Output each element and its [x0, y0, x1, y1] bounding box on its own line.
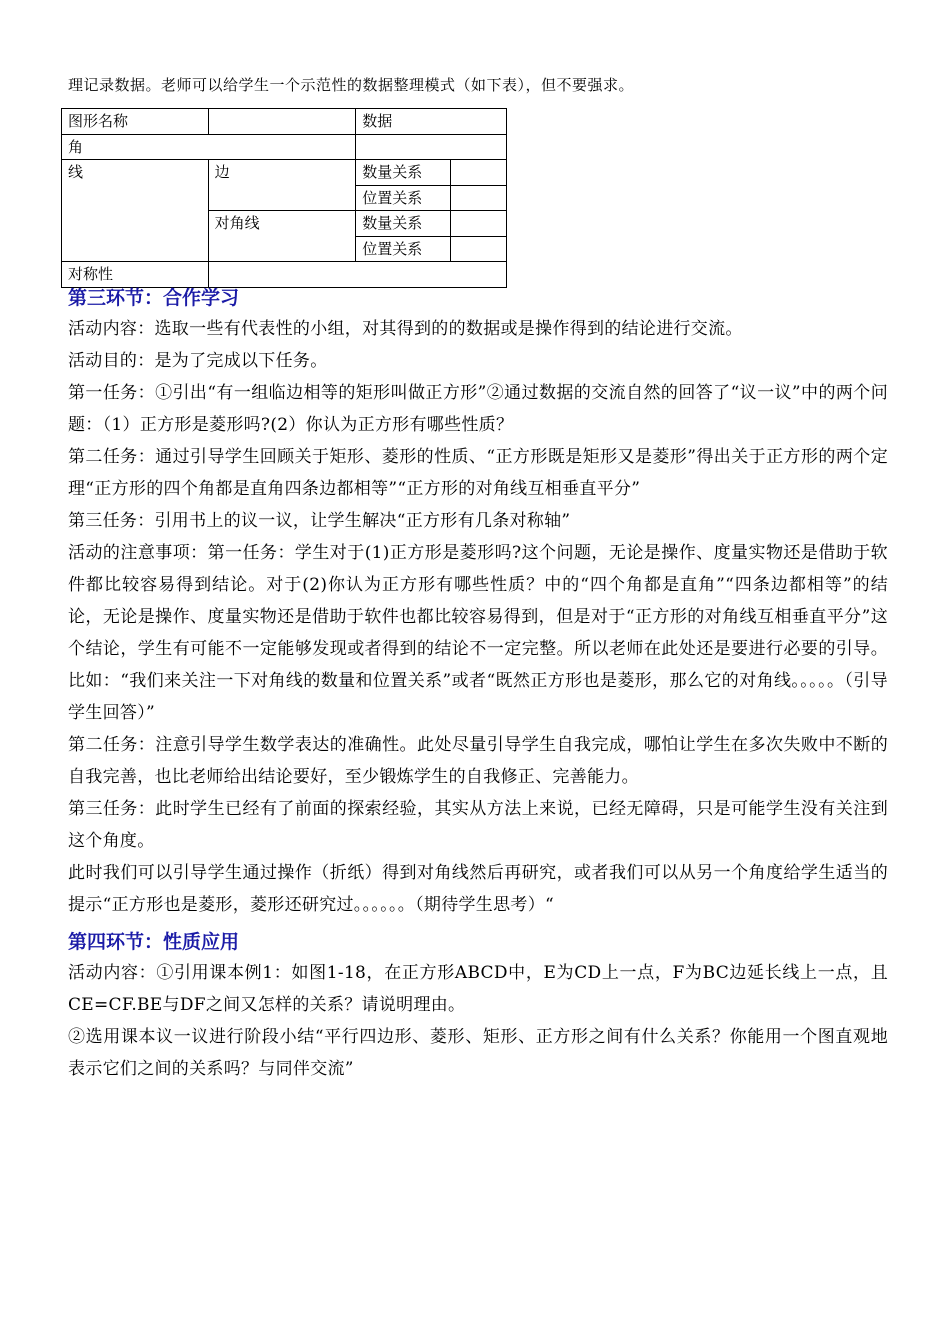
table-row — [62, 134, 507, 160]
table-cell: 对称性 — [62, 262, 209, 288]
data-organization-table — [61, 108, 507, 288]
table-cell: 数量关系 — [356, 160, 450, 186]
table-cell: 位置关系 — [356, 236, 450, 262]
section-heading-4: 第四环节：性质应用 — [68, 931, 240, 953]
intro-line: 理记录数据。老师可以给学生一个示范性的数据整理模式（如下表），但不要强求。 — [68, 76, 635, 94]
table-cell: 数量关系 — [356, 211, 450, 237]
table-cell — [450, 160, 506, 186]
table-cell: 角 — [62, 134, 356, 160]
table-cell: 线 — [62, 160, 209, 262]
paragraph: 第二任务：注意引导学生数学表达的准确性。此处尽量引导学生自我完成，哪怕让学生在多次失败中不断的自我完善，也比老师给出结论要好，至少锻炼学生的自我修正、完善能力。 — [68, 735, 888, 787]
document-body — [68, 283, 888, 1085]
paragraph: 第一任务：①引出“有一组临边相等的矩形叫做正方形”②通过数据的交流自然的回答了“议一议”中的两个问题：（1）正方形是菱形吗?(2）你认为正方形有哪些性质？ — [68, 383, 888, 435]
paragraph: 活动内容：选取一些有代表性的小组，对其得到的的数据或是操作得到的结论进行交流。 — [68, 319, 743, 339]
paragraph: 此时我们可以引导学生通过操作（折纸）得到对角线然后再研究，或者我们可以从另一个角度给学生适当的提示“正方形也是菱形，菱形还研究过。。。。。。（期待学生思考）“ — [68, 863, 888, 915]
table-cell: 位置关系 — [356, 185, 450, 211]
paragraph: 活动的注意事项：第一任务：学生对于(1)正方形是菱形吗?这个问题，无论是操作、度量实物还是借助于软件都比较容易得到结论。对于(2)你认为正方形有哪些性质？中的“四个角都是直角”“四条边都相等”的结论，无论是操作、度量实物还是借助于软件也都比较容易得到，但是对于“正方形的对角线互相垂直平分”这个结论，学生有可能不一定能够发现或者得到的结论不一定完整。所以老师在此处还是要进行必要的引导。比如：“我们来关注一下对角线的数量和位置关系”或者“既然正方形也是菱形，那么它的对角线。。。。。（引导学生回答）” — [68, 543, 888, 723]
paragraph: 活动内容：①引用课本例1：如图1-18，在正方形ABCD中，E为CD上一点，F为BC边延长线上一点，且CE=CF.BE与DF之间又怎样的关系？请说明理由。 — [68, 963, 888, 1015]
table-cell: 边 — [208, 160, 356, 211]
paragraph: 第三任务：此时学生已经有了前面的探索经验，其实从方法上来说，已经无障碍，只是可能学生没有关注到这个角度。 — [68, 799, 888, 851]
table-cell — [208, 109, 356, 135]
table-row — [62, 160, 507, 186]
table-cell — [450, 236, 506, 262]
paragraph: ②选用课本议一议进行阶段小结“平行四边形、菱形、矩形、正方形之间有什么关系？你能用一个图直观地表示它们之间的关系吗？与同伴交流” — [68, 1027, 888, 1079]
table-cell: 数据 — [356, 109, 507, 135]
table-row — [62, 109, 507, 135]
table-cell — [450, 185, 506, 211]
paragraph: 第二任务：通过引导学生回顾关于矩形、菱形的性质、“正方形既是矩形又是菱形”得出关于正方形的两个定理“正方形的四个角都是直角四条边都相等”“正方形的对角线互相垂直平分” — [68, 447, 888, 499]
table-cell: 对角线 — [208, 211, 356, 262]
paragraph: 活动目的：是为了完成以下任务。 — [68, 351, 328, 371]
table-cell: 图形名称 — [62, 109, 209, 135]
paragraph: 第三任务：引用书上的议一议，让学生解决“正方形有几条对称轴” — [68, 511, 571, 531]
table-cell — [450, 211, 506, 237]
table-cell — [356, 134, 507, 160]
section-heading-3: 第三环节：合作学习 — [68, 287, 240, 309]
